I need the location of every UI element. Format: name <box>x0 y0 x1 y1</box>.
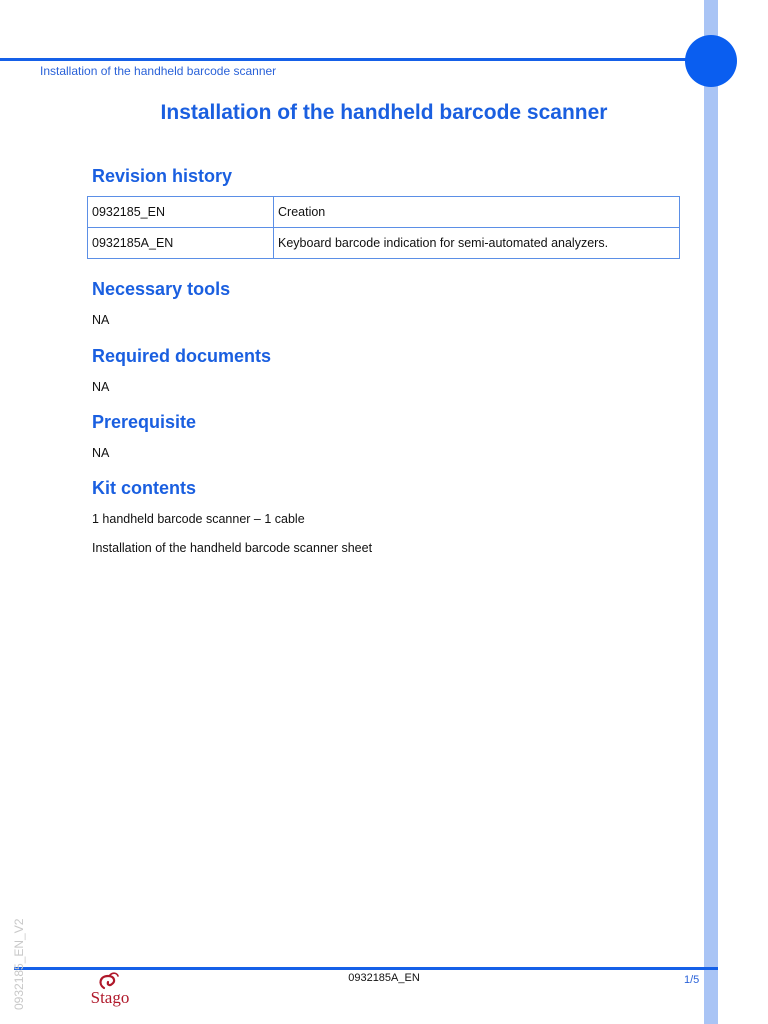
header-dot <box>685 35 737 87</box>
table-row <box>88 228 680 259</box>
revision-desc: Creation <box>274 197 680 228</box>
prerequisite-text: NA <box>92 446 110 460</box>
footer-doc-code: 0932185A_EN <box>348 972 420 984</box>
required-documents-text: NA <box>92 380 110 394</box>
heading-revision-history: Revision history <box>92 166 233 186</box>
page-title: Installation of the handheld barcode scanner <box>160 101 608 124</box>
revision-table <box>87 196 680 259</box>
revision-desc: Keyboard barcode indication for semi-automated analyzers. <box>274 228 680 259</box>
footer-rule <box>14 967 718 970</box>
side-doc-code: 0932185_EN_V2 <box>12 918 26 1010</box>
heading-necessary-tools: Necessary tools <box>92 279 231 299</box>
revision-ref: 0932185_EN <box>88 197 274 228</box>
page-number: 1/5 <box>684 974 700 986</box>
table-row <box>88 197 680 228</box>
kit-item: 1 handheld barcode scanner – 1 cable <box>92 512 305 526</box>
right-margin-band <box>704 0 718 1024</box>
header-rule <box>0 58 710 61</box>
revision-ref: 0932185A_EN <box>88 228 274 259</box>
kit-item: Installation of the handheld barcode scanner sheet <box>92 541 373 555</box>
heading-prerequisite: Prerequisite <box>92 412 197 432</box>
heading-required-documents: Required documents <box>92 346 272 366</box>
logo-text: Stago <box>90 988 130 1007</box>
stago-logo <box>84 972 140 1012</box>
necessary-tools-text: NA <box>92 313 110 327</box>
heading-kit-contents: Kit contents <box>92 478 197 498</box>
running-header: Installation of the handheld barcode scanner <box>40 64 277 78</box>
